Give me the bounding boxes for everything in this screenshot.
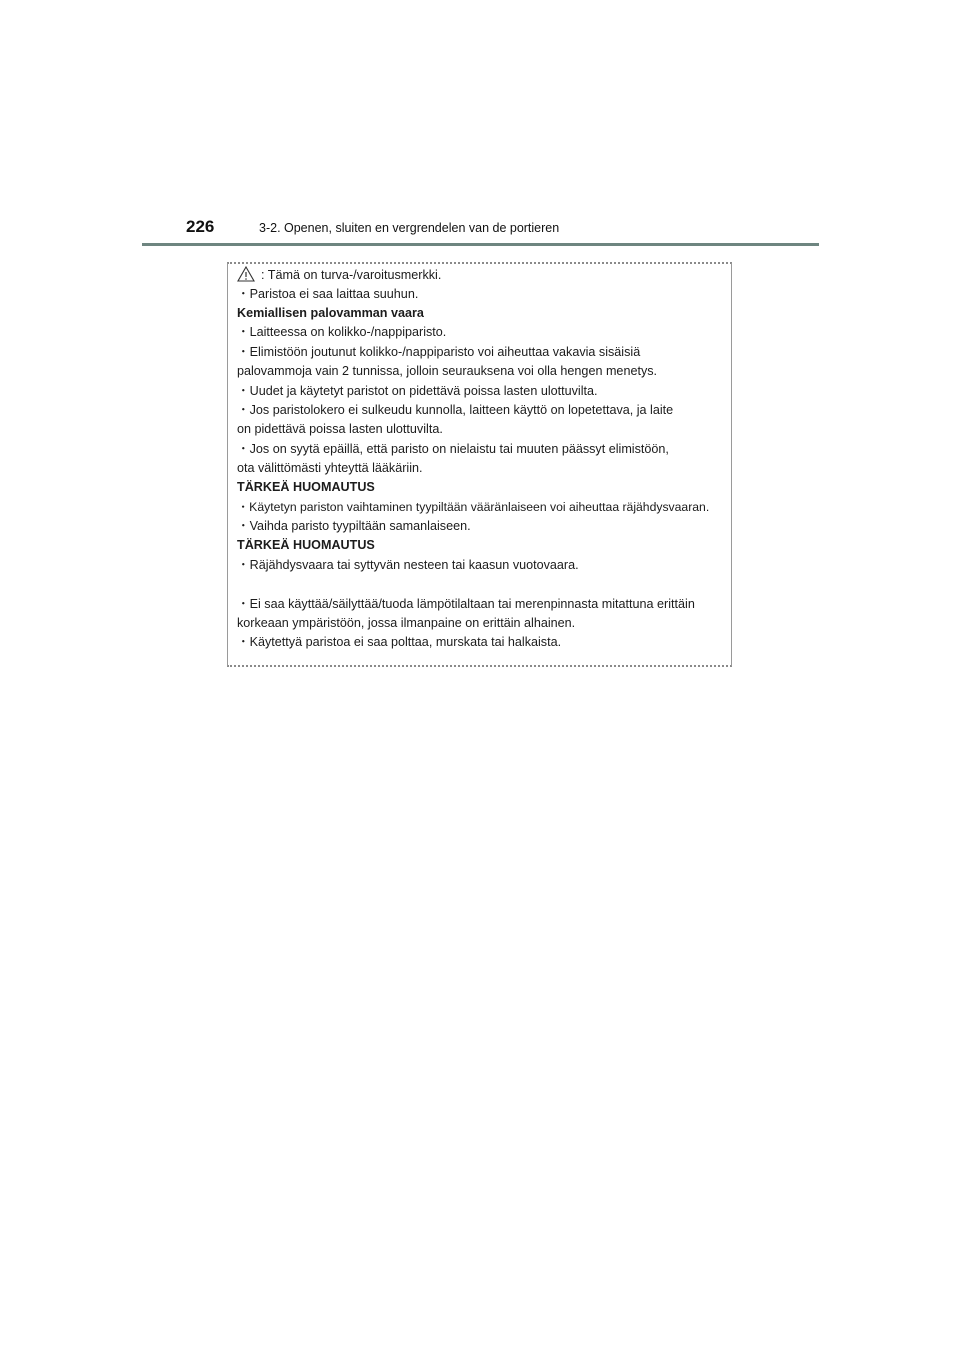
warning-line: ・Käytetyn pariston vaihtaminen tyypiltään vääränlaiseen voi aiheuttaa räjähdysvaaran. — [237, 500, 710, 514]
warning-line: korkeaan ympäristöön, jossa ilmanpaine on erittäin alhainen. — [237, 616, 576, 630]
warning-heading: Kemiallisen palovamman vaara — [237, 306, 424, 320]
warning-line: ・Käytettyä paristoa ei saa polttaa, murskata tai halkaista. — [237, 635, 562, 649]
header-rule — [142, 243, 819, 246]
warning-line: ・Paristoa ei saa laittaa suuhun. — [237, 287, 419, 301]
warning-line: palovammoja vain 2 tunnissa, jolloin seurauksena voi olla hengen menetys. — [237, 364, 658, 378]
section-title: 3-2. Openen, sluiten en vergrendelen van de portieren — [259, 221, 560, 235]
warning-box — [227, 262, 732, 667]
warning-line: ・Ei saa käyttää/säilyttää/tuoda lämpötilaltaan tai merenpinnasta mitattuna erittäin — [237, 597, 695, 611]
warning-line: ota välittömästi yhteyttä lääkäriin. — [237, 461, 423, 475]
warning-line: ・Uudet ja käytetyt paristot on pidettävä poissa lasten ulottuvilta. — [237, 384, 598, 398]
warning-heading: TÄRKEÄ HUOMAUTUS — [237, 480, 375, 494]
warning-line: ・Jos paristolokero ei sulkeudu kunnolla, laitteen käyttö on lopetettava, ja laite — [237, 403, 674, 417]
warning-line — [237, 266, 441, 283]
page-number: 226 — [186, 217, 215, 236]
warning-line: ・Elimistöön joutunut kolikko-/nappiparisto voi aiheuttaa vakavia sisäisiä — [237, 345, 641, 359]
warning-heading: TÄRKEÄ HUOMAUTUS — [237, 538, 375, 552]
warning-line: ・Räjähdysvaara tai syttyvän nesteen tai kaasun vuotovaara. — [237, 558, 579, 572]
warning-symbol-caption: : Tämä on turva-/varoitusmerkki. — [261, 268, 442, 282]
warning-line: ・Laitteessa on kolikko-/nappiparisto. — [237, 325, 447, 339]
warning-line: on pidettävä poissa lasten ulottuvilta. — [237, 422, 443, 436]
warning-line: ・Vaihda paristo tyypiltään samanlaiseen. — [237, 519, 471, 533]
warning-triangle-icon — [237, 266, 255, 282]
warning-line: ・Jos on syytä epäillä, että paristo on nielaistu tai muuten päässyt elimistöön, — [237, 442, 669, 456]
